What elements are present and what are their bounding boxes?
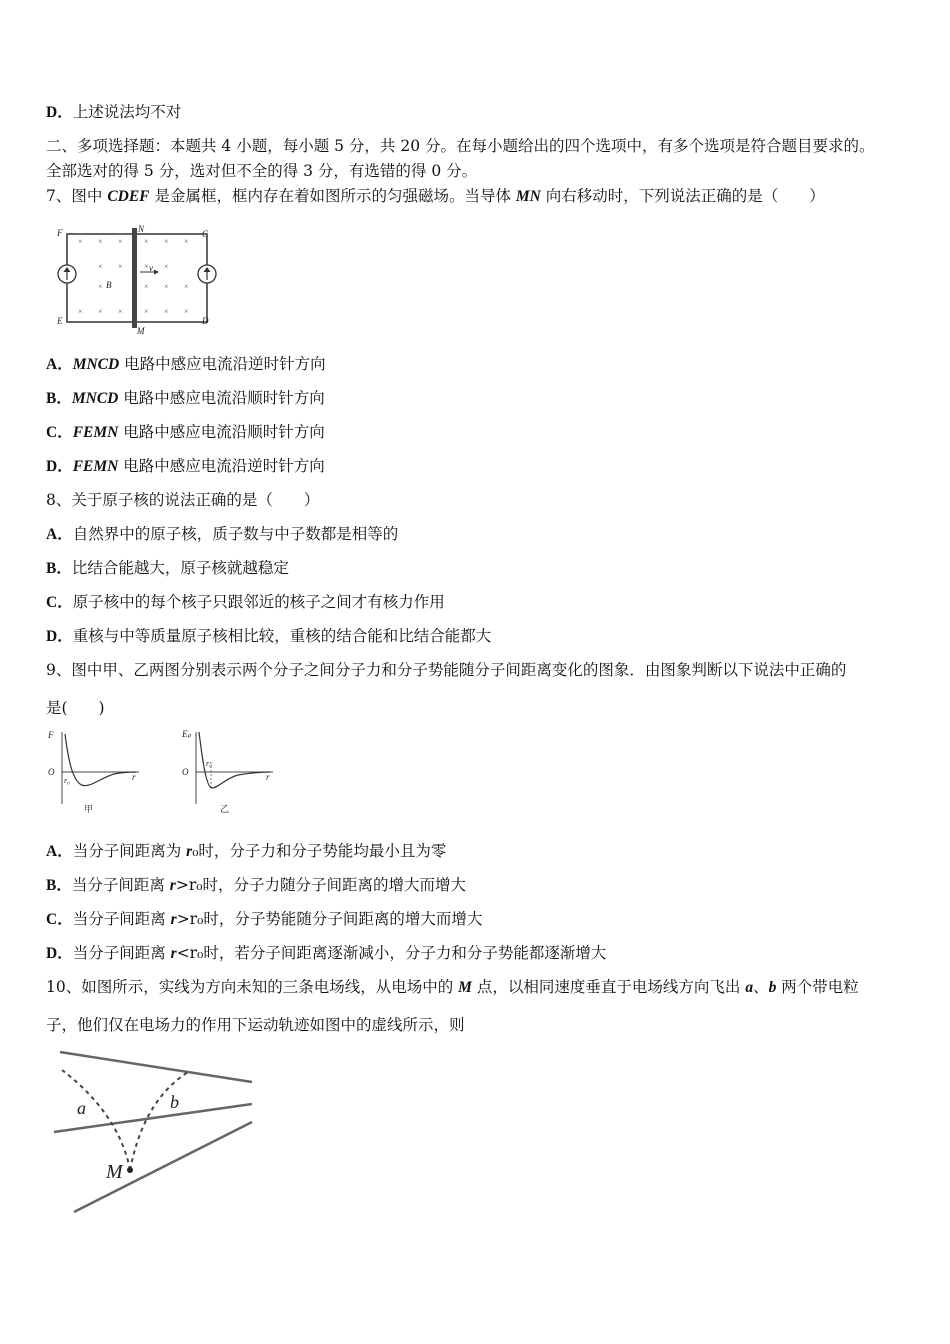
svg-text:C: C	[202, 229, 209, 239]
svg-text:F: F	[57, 228, 63, 238]
q10-stem-line1: 10、如图所示，实线为方向未知的三条电场线，从电场中的 M 点，以相同速度垂直于电场线方向飞出 a、b 两个带电粒	[46, 978, 859, 996]
q10-figure	[52, 1046, 262, 1221]
svg-text:×: ×	[98, 282, 103, 291]
svg-text:×: ×	[144, 282, 149, 291]
q8-option-d: D．重核与中等质量原子核相比较，重核的结合能和比结合能都大	[46, 627, 492, 645]
q9-stem-line2: 是( )	[46, 699, 105, 717]
svg-text:×: ×	[144, 237, 149, 246]
prev-option-d: D．上述说法均不对	[46, 103, 182, 121]
svg-text:×: ×	[164, 282, 169, 291]
svg-text:B: B	[106, 280, 112, 290]
svg-text:×: ×	[98, 307, 103, 316]
q9-option-c: C．当分子间距离 r>r₀时，分子势能随分子间距离的增大而增大	[46, 910, 483, 928]
svg-text:×: ×	[184, 282, 189, 291]
svg-text:甲: 甲	[84, 804, 94, 814]
q9-option-b: B．当分子间距离 r>r₀时，分子力随分子间距离的增大而增大	[46, 876, 466, 894]
q9-option-d: D．当分子间距离 r<r₀时，若分子间距离逐渐减小，分子力和分子势能都逐渐增大	[46, 944, 607, 962]
section2-line2: 全部选对的得 5 分，选对但不全的得 3 分，有选错的得 0 分。	[46, 162, 478, 180]
svg-text:×: ×	[144, 262, 149, 271]
svg-text:r: r	[266, 772, 270, 782]
svg-text:×: ×	[164, 262, 169, 271]
svg-text:r₀: r₀	[64, 776, 70, 785]
svg-text:O: O	[182, 767, 189, 777]
svg-text:F: F	[48, 730, 54, 740]
svg-text:×: ×	[118, 307, 123, 316]
svg-text:×: ×	[98, 262, 103, 271]
q10-stem-line2: 子，他们仅在电场力的作用下运动轨迹如图中的虚线所示，则	[46, 1016, 465, 1034]
svg-text:O: O	[48, 767, 55, 777]
svg-text:M: M	[106, 1161, 123, 1183]
svg-text:N: N	[138, 224, 145, 234]
svg-text:×: ×	[78, 307, 83, 316]
q8-option-b: B．比结合能越大，原子核就越稳定	[46, 559, 289, 577]
q7-option-b: B．MNCD 电路中感应电流沿顺时针方向	[46, 389, 325, 407]
q9-figure-jia	[44, 728, 144, 818]
q7-option-a: A．MNCD 电路中感应电流沿逆时针方向	[46, 355, 326, 373]
svg-text:a: a	[77, 1098, 86, 1118]
svg-text:×: ×	[118, 237, 123, 246]
svg-text:E: E	[57, 316, 63, 326]
svg-text:v: v	[149, 263, 153, 273]
svg-text:×: ×	[164, 307, 169, 316]
svg-text:×: ×	[144, 307, 149, 316]
q7-figure	[52, 224, 222, 336]
q7-option-d: D．FEMN 电路中感应电流沿逆时针方向	[46, 457, 325, 475]
svg-text:×: ×	[78, 237, 83, 246]
q9-stem-line1: 9、图中甲、乙两图分别表示两个分子之间分子力和分子势能随分子间距离变化的图象．由图象判断以下说法中正确的	[46, 661, 847, 679]
section2-line1: 二、多项选择题：本题共 4 小题，每小题 5 分，共 20 分。在每小题给出的四个选项中，有多个选项是符合题目要求的。	[46, 137, 875, 155]
q9-figure-yi	[178, 726, 278, 818]
svg-text:×: ×	[98, 237, 103, 246]
svg-text:r: r	[132, 772, 136, 782]
svg-text:×: ×	[164, 237, 169, 246]
svg-text:×: ×	[184, 307, 189, 316]
svg-text:乙: 乙	[220, 804, 230, 814]
q9-option-a: A．当分子间距离为 r₀时，分子力和分子势能均最小且为零	[46, 842, 447, 860]
q8-option-c: C．原子核中的每个核子只跟邻近的核子之间才有核力作用	[46, 593, 445, 611]
svg-text:D: D	[202, 316, 209, 326]
q8-option-a: A．自然界中的原子核，质子数与中子数都是相等的	[46, 525, 399, 543]
svg-text:r₀: r₀	[206, 759, 212, 768]
svg-text:×: ×	[118, 262, 123, 271]
svg-text:b: b	[170, 1092, 179, 1112]
svg-text:Eₚ: Eₚ	[182, 729, 192, 739]
q8-stem: 8、关于原子核的说法正确的是（ ）	[46, 491, 320, 509]
q7-stem: 7、图中 CDEF 是金属框，框内存在着如图所示的匀强磁场。当导体 MN 向右移动时，下列说法正确的是（ ）	[46, 187, 825, 205]
svg-text:M: M	[137, 326, 145, 336]
q7-option-c: C．FEMN 电路中感应电流沿顺时针方向	[46, 423, 325, 441]
svg-text:×: ×	[184, 237, 189, 246]
